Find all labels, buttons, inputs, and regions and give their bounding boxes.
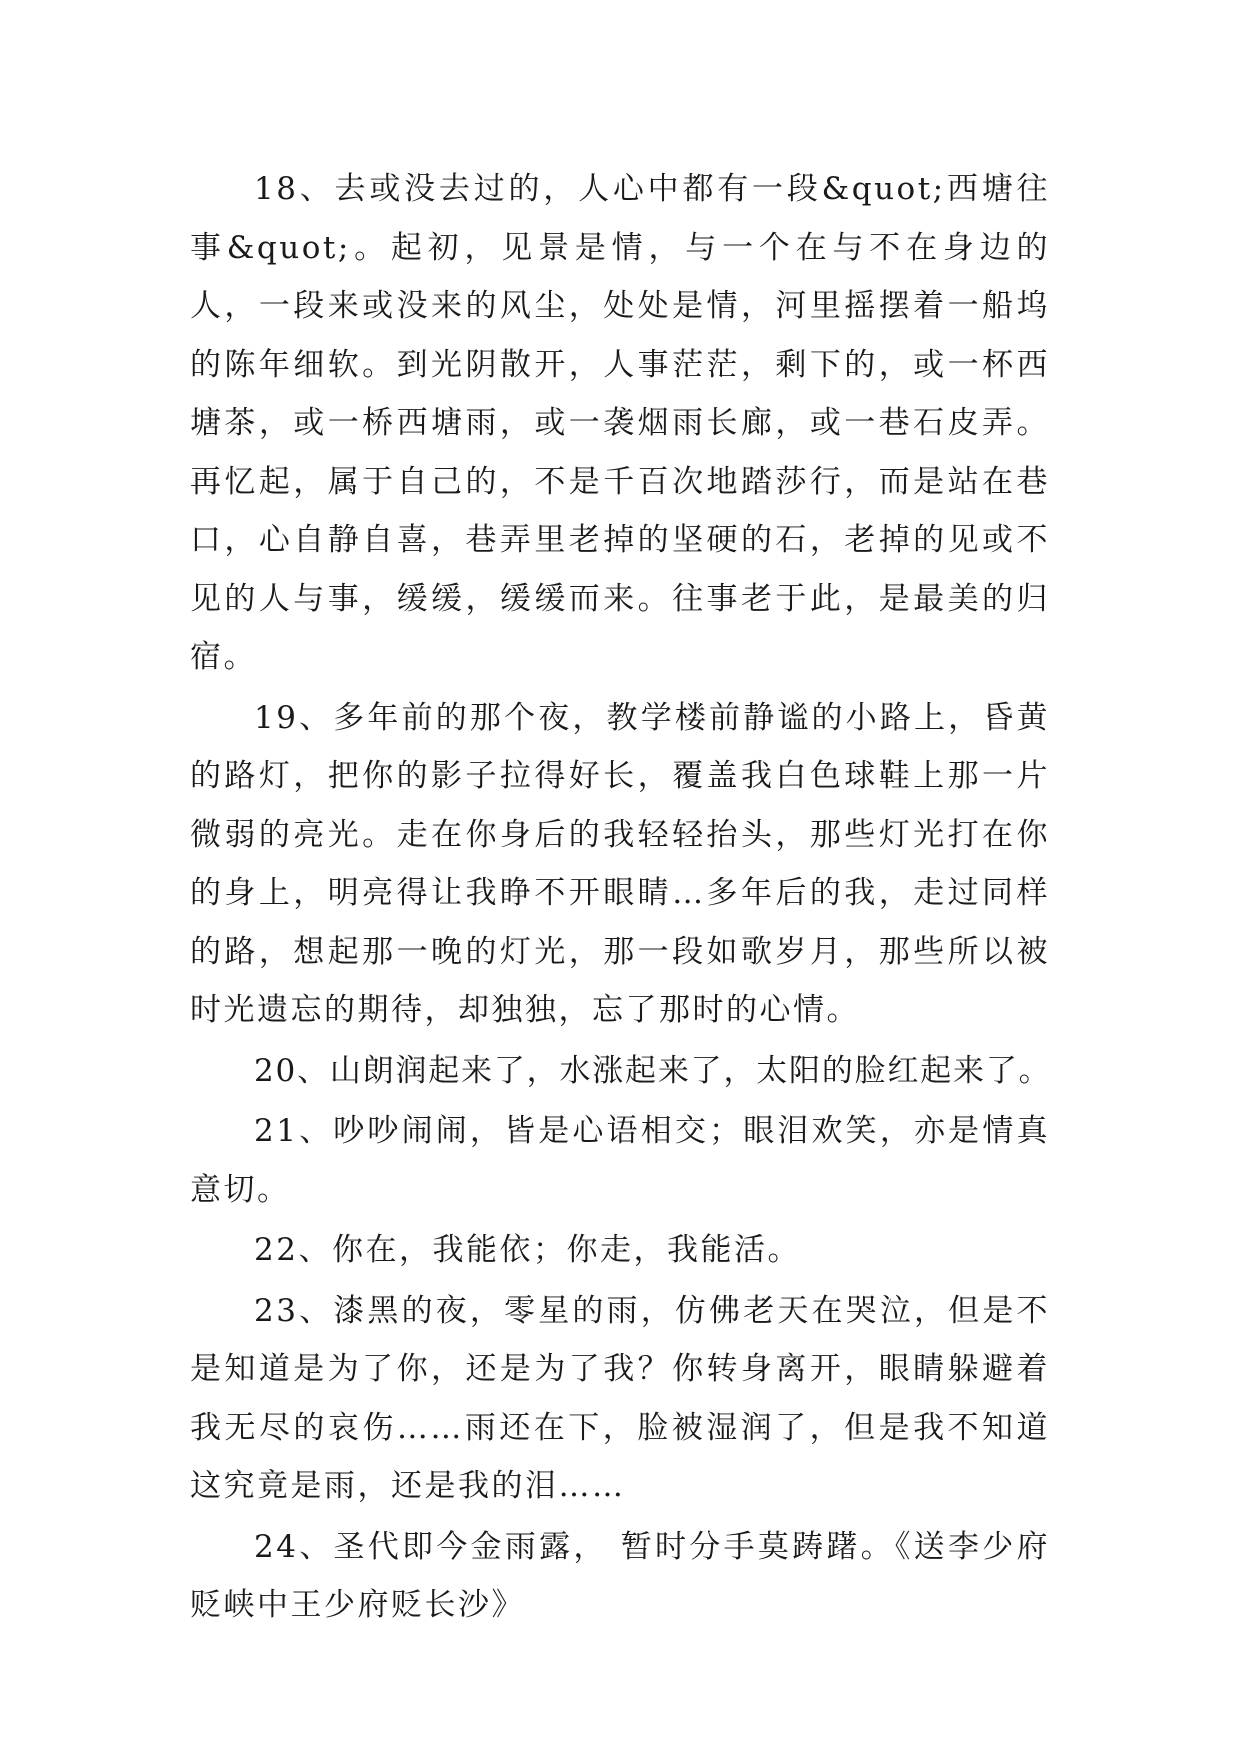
paragraph-20: 20、山朗润起来了，水涨起来了，太阳的脸红起来了。 [254,1052,1052,1089]
paragraph-21: 21、吵吵闹闹，皆是心语相交；眼泪欢笑，亦是情真意切。 [190,1113,1050,1208]
paragraph-23: 23、漆黑的夜，零星的雨，仿佛老天在哭泣，但是不是知道是为了你，还是为了我？你转身离开，眼睛躲避着我无尽的哀伤……雨还在下，脸被湿润了，但是我不知道这究竟是雨，还是我的泪…… [190,1292,1050,1504]
paragraph-19: 19、多年前的那个夜，教学楼前静谧的小路上，昏黄的路灯，把你的影子拉得好长，覆盖我白色球鞋上那一片微弱的亮光。走在你身后的我轻轻抬头，那些灯光打在你的身上，明亮得让我睁不开眼睛…多年后的我，走过同样的路，想起那一晚的灯光，那一段如歌岁月，那些所以被时光遗忘的期待，却独独，忘了那时的心情。 [190,699,1050,1028]
document-body [190,160,1050,1637]
paragraph-18: 18、去或没去过的，人心中都有一段&quot;西塘往事&quot;。起初，见景是情，与一个在与不在身边的人，一段来或没来的风尘，处处是情，河里摇摆着一船坞的陈年细软。到光阴散开，人事茫茫，剩下的，或一杯西塘茶，或一桥西塘雨，或一袭烟雨长廊，或一巷石皮弄。再忆起，属于自己的，不是千百次地踏莎行，而是站在巷口，心自静自喜，巷弄里老掉的坚硬的石，老掉的见或不见的人与事，缓缓，缓缓而来。往事老于此，是最美的归宿。 [190,171,1050,675]
paragraph-22: 22、你在，我能依；你走，我能活。 [254,1232,801,1268]
paragraph-24: 24、圣代即今金雨露， 暂时分手莫踌躇。《送李少府贬峡中王少府贬长沙》 [190,1528,1050,1623]
